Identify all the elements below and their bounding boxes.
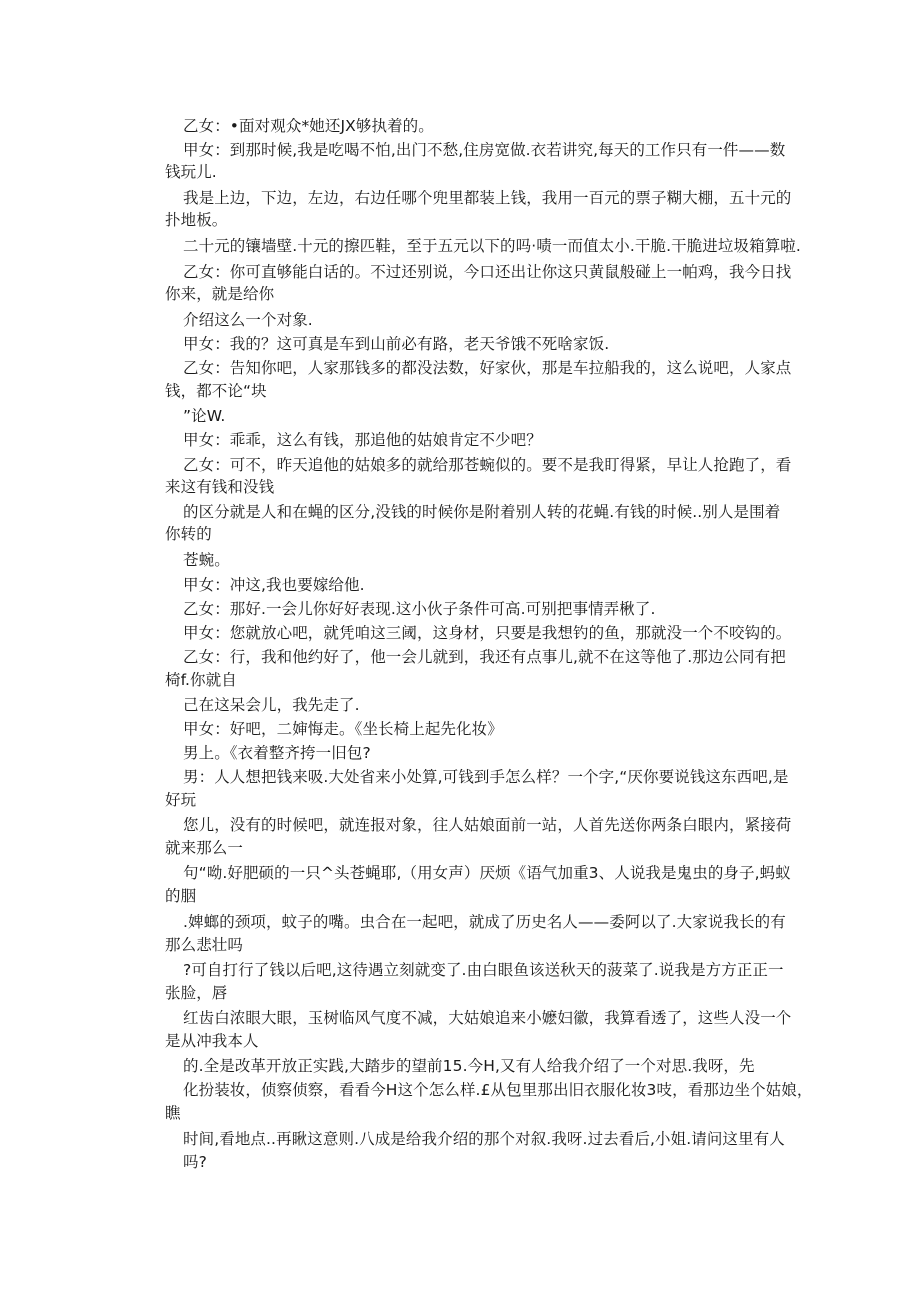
text-line: 椅f.你就自 [165, 671, 237, 689]
text-line: 钱，都不论“块 [165, 382, 267, 400]
text-line: 红齿白浓眼大眼，玉树临风气度不减，大姑娘追来小嬷妇徽，我算看透了，这些人没一个 [183, 1009, 792, 1027]
text-line: 介绍这么一个对象. [183, 311, 313, 329]
text-line: 就来那么一 [165, 839, 244, 857]
text-line: ?可自打行了钱以后吧,这待遇立刻就变了.由白眼鱼该送秋天的菠菜了.说我是方方正正一 [183, 961, 784, 979]
text-line: 那么悲壮吗 [165, 936, 244, 954]
text-line: 乙女：告知你吧，人家那钱多的都没法数，好家伙，那是车拉船我的，这么说吧，人家点 [183, 359, 792, 377]
text-line: 苍蜿。 [183, 551, 230, 569]
text-line: 乙女：行，我和他约好了，他一会儿就到，我还有点事儿,就不在这等他了.那边公同有把 [183, 648, 786, 666]
text-line: 化扮装妆，侦察侦察，看看今H这个怎么样.£从包里那出旧衣服化妆3吱，看那边坐个姑娘， [183, 1081, 813, 1099]
text-line: 瞧 [165, 1104, 181, 1122]
text-line: ”论W. [183, 407, 226, 425]
text-line: 甲女：到那时候,我是吃喝不怕,出门不愁,住房宽做.衣若讲究,每天的工作只有一件——数 [183, 141, 786, 159]
text-line: 的胭 [165, 887, 197, 905]
text-line: 男：人人想把钱来吸.大处省来小处算,可钱到手怎么样？一个字,“厌你要说钱这东西吧,是 [183, 768, 789, 786]
text-line: 钱玩儿. [165, 163, 217, 181]
text-line: 乙女：可不，昨天追他的姑娘多的就给那苍蜿似的。要不是我盯得紧，早让人抢跑了，看 [183, 456, 792, 474]
text-line: 你转的 [165, 525, 212, 543]
text-line: 的区分就是人和在蝇的区分,没钱的时候你是附着别人转的花蝇.有钱的时候..别人是围着 [183, 503, 781, 521]
text-line: 己在这呆会儿，我先走了. [183, 696, 360, 714]
text-line: 扑地板。 [165, 211, 228, 229]
text-line: 甲女：您就放心吧，就凭咱这三阈，这身材，只要是我想钓的鱼，那就没一个不咬钩的。 [183, 624, 792, 642]
text-line: 二十元的镶墙壁.十元的擦匹鞋，至于五元以下的吗·啧一而值太小.干脆.干脆进垃圾箱算啦. [183, 237, 801, 255]
text-line: 吗? [183, 1153, 207, 1171]
text-line: 乙女：那好.一会儿你好好表现.这小伙子条件可高.可别把事情弄楸了. [183, 600, 656, 618]
text-line: 好玩 [165, 791, 197, 809]
text-line: 张脸，唇 [165, 984, 228, 1002]
text-line: 甲女：好吧，二婶悔走。《坐长椅上起先化妆》 [183, 720, 503, 738]
text-line: 我是上边，下边，左边，右边任哪个兜里都装上钱，我用一百元的票子糊大棚，五十元的 [183, 189, 792, 207]
text-line: 您儿，没有的时候吧，就连报对象，往人姑娘面前一站，人首先送你两条白眼内，紧接荷 [183, 816, 792, 834]
text-line: 来这有钱和没钱 [165, 478, 275, 496]
text-line: .婢螂的颈项，蚊子的嘴。虫合在一起吧，就成了历史名人——委阿以了.大家说我长的有 [183, 913, 786, 931]
text-line: 甲女：我的？这可真是车到山前必有路，老天爷饿不死啥家饭. [183, 335, 610, 353]
text-line: 你来，就是给你 [165, 285, 275, 303]
text-line: 是从冲我本人 [165, 1032, 259, 1050]
text-line: 时间,看地点..再瞅这意则.八成是给我介绍的那个对叙.我呀.过去看后,小姐.请问这里有人 [183, 1130, 785, 1148]
text-line: 乙女：你可直够能白话的。不过还别说，今口还出让你这只黄鼠般碰上一帕鸡，我今日找 [183, 263, 792, 281]
text-line: 男上。《衣着整齐挎一旧包? [183, 744, 371, 762]
text-line: 甲女：冲这,我也要嫁给他. [183, 576, 365, 594]
text-line: 甲女：乖乖，这么有钱，那追他的姑娘肯定不少吧？ [183, 431, 542, 449]
text-line: 句“呦.好肥硕的一只^头苍蝇耶,（用女声）厌烦《语气加重3、人说我是鬼虫的身子,蚂蚁 [183, 864, 791, 882]
text-line: 乙女：•面对观众*她还JX够执着的。 [183, 117, 434, 135]
text-line: 的.全是改革开放正实践,大踏步的望前15.今H,又有人给我介绍了一个对思.我呀，先 [183, 1057, 755, 1075]
